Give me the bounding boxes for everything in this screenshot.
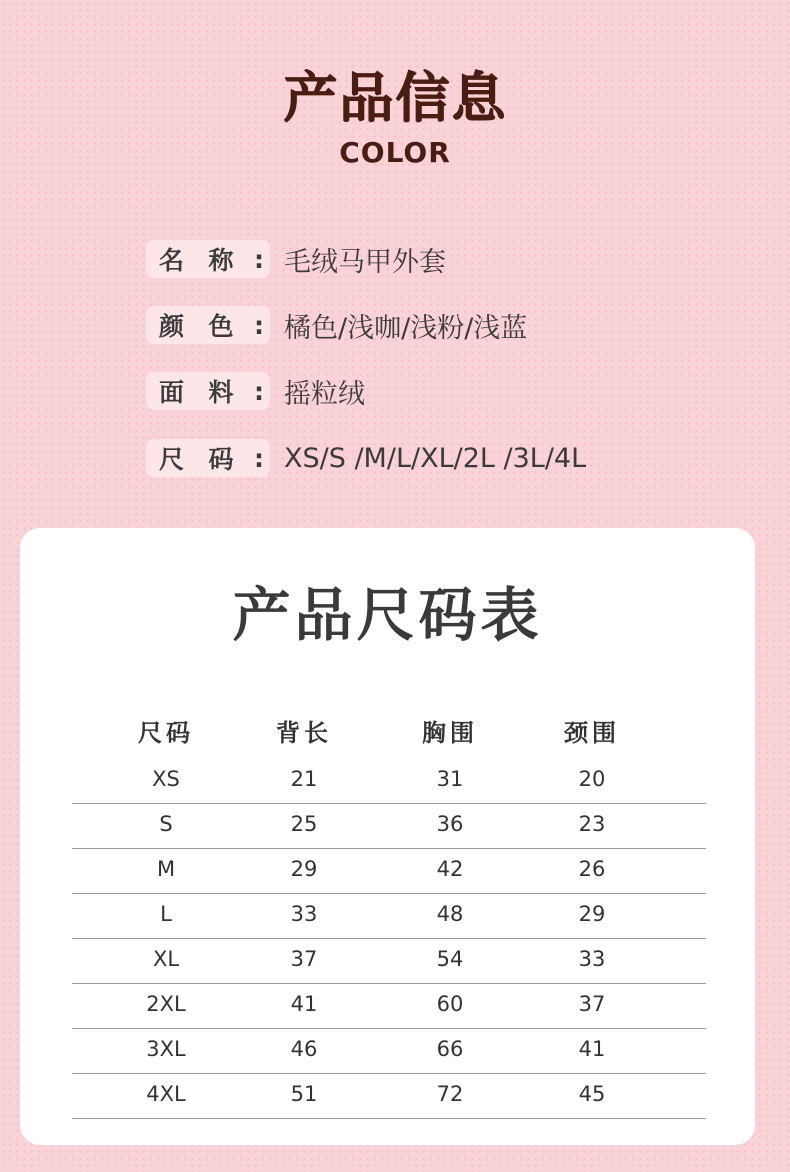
table-cell: XS	[152, 767, 180, 791]
column-header-chest: 胸围	[422, 719, 478, 747]
table-cell: 37	[290, 947, 318, 971]
table-cell: M	[156, 857, 176, 881]
table-cell: 3XL	[146, 1037, 186, 1061]
table-cell: 66	[436, 1037, 464, 1061]
table-cell: 33	[578, 947, 606, 971]
info-label	[146, 439, 270, 477]
table-cell: 4XL	[146, 1082, 186, 1106]
info-label	[146, 240, 270, 278]
info-label-char: 名	[159, 246, 185, 275]
table-row	[72, 849, 706, 894]
table-cell: 72	[436, 1082, 464, 1106]
info-label-char: 码	[208, 445, 234, 474]
info-row-material	[146, 371, 365, 411]
table-cell: 33	[290, 902, 318, 926]
table-cell: 41	[578, 1037, 606, 1061]
info-label	[146, 306, 270, 344]
table-cell: 25	[290, 812, 318, 836]
info-label-colon: :	[254, 443, 264, 473]
table-cell: 26	[578, 857, 606, 881]
table-cell: 36	[436, 812, 464, 836]
table-cell: 21	[290, 767, 318, 791]
table-row	[72, 1029, 706, 1074]
table-cell: 37	[578, 992, 606, 1016]
info-row-size	[146, 438, 586, 478]
info-value: 橘色/浅咖/浅粉/浅蓝	[284, 312, 528, 344]
page-title: 产品信息	[283, 66, 507, 129]
table-row	[72, 984, 706, 1029]
size-chart-title: 产品尺码表	[232, 581, 543, 649]
info-label-colon: :	[254, 376, 264, 406]
info-label-char: 色	[208, 312, 234, 341]
info-label-char: 颜	[159, 312, 185, 341]
info-value: 摇粒绒	[284, 378, 365, 410]
table-cell: 29	[578, 902, 606, 926]
info-row-name	[146, 239, 446, 279]
info-label	[146, 372, 270, 410]
table-cell: 46	[290, 1037, 318, 1061]
info-value: 毛绒马甲外套	[284, 246, 446, 278]
table-row	[72, 1074, 706, 1119]
column-header-neck: 颈围	[564, 719, 620, 747]
table-cell: S	[159, 812, 173, 836]
table-cell: 54	[436, 947, 464, 971]
column-header-back-length: 背长	[276, 719, 332, 747]
table-cell: 29	[290, 857, 318, 881]
info-label-char: 称	[208, 246, 234, 275]
table-row	[72, 759, 706, 804]
info-label-char: 料	[208, 378, 234, 407]
table-cell: L	[160, 902, 172, 926]
table-cell: 31	[436, 767, 464, 791]
table-cell: 45	[578, 1082, 606, 1106]
table-row	[72, 939, 706, 984]
table-row	[72, 804, 706, 849]
table-cell: 41	[290, 992, 318, 1016]
table-cell: 2XL	[146, 992, 186, 1016]
table-row	[72, 894, 706, 939]
table-cell: 20	[578, 767, 606, 791]
size-chart-card	[20, 528, 755, 1145]
info-label-char: 尺	[159, 445, 185, 474]
table-cell: 48	[436, 902, 464, 926]
table-cell: 51	[290, 1082, 318, 1106]
info-value: XS/S /M/L/XL/2L /3L/4L	[284, 442, 587, 474]
table-cell: 60	[436, 992, 464, 1016]
info-label-colon: :	[254, 310, 264, 340]
info-row-color	[146, 305, 527, 345]
table-cell: XL	[152, 947, 180, 971]
table-cell: 42	[436, 857, 464, 881]
table-header	[72, 703, 706, 759]
column-header-size: 尺码	[138, 719, 194, 747]
table-cell: 23	[578, 812, 606, 836]
page-subtitle: COLOR	[339, 136, 451, 169]
info-label-colon: :	[254, 244, 264, 274]
size-table	[72, 703, 706, 1119]
info-label-char: 面	[159, 378, 185, 407]
